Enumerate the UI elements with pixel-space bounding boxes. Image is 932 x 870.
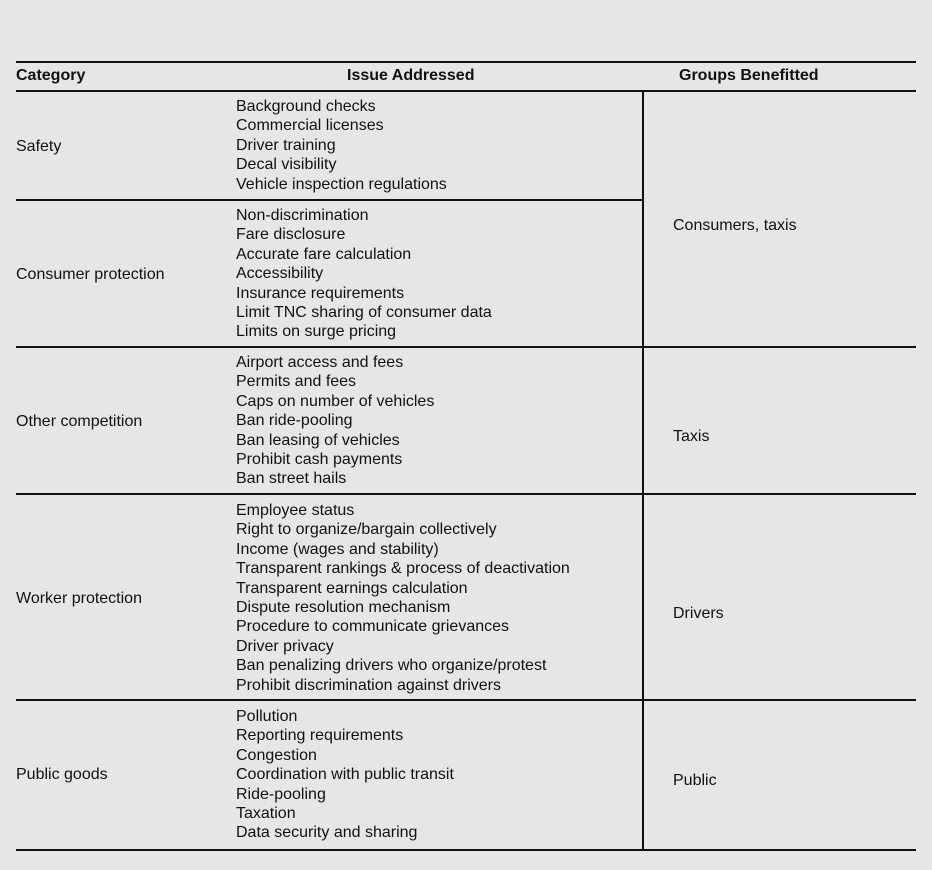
header-groups-benefitted: Groups Benefitted bbox=[679, 67, 819, 84]
list-item: Right to organize/bargain collectively bbox=[236, 521, 497, 539]
list-item: Income (wages and stability) bbox=[236, 540, 439, 558]
category-consumer-protection: Consumer protection bbox=[16, 266, 165, 283]
list-item: Ban street hails bbox=[236, 470, 347, 488]
list-item: Prohibit discrimination against drivers bbox=[236, 676, 501, 694]
list-item: Insurance requirements bbox=[236, 284, 405, 302]
list-item: Background checks bbox=[236, 98, 376, 115]
groups-column-divider bbox=[642, 91, 644, 850]
list-item: Transparent rankings & process of deactivation bbox=[236, 560, 570, 578]
list-item: Ban penalizing drivers who organize/protest bbox=[236, 657, 547, 675]
list-item: Limits on surge pricing bbox=[236, 323, 397, 341]
group-public: Public bbox=[673, 772, 717, 789]
list-item: Transparent earnings calculation bbox=[236, 579, 468, 597]
list-item: Airport access and fees bbox=[236, 354, 404, 371]
group-consumers-taxis: Consumers, taxis bbox=[673, 217, 797, 234]
table-bottom-rule bbox=[16, 849, 916, 851]
table-top-rule bbox=[16, 61, 916, 63]
list-item: Driver training bbox=[236, 136, 336, 154]
list-item: Procedure to communicate grievances bbox=[236, 618, 510, 636]
issues-worker-protection bbox=[236, 501, 570, 695]
category-public-goods: Public goods bbox=[16, 766, 108, 783]
category-safety: Safety bbox=[16, 138, 62, 155]
issues-consumer-protection bbox=[236, 206, 492, 342]
list-item: Limit TNC sharing of consumer data bbox=[236, 303, 492, 321]
list-item: Driver privacy bbox=[236, 637, 334, 655]
list-item: Accessibility bbox=[236, 265, 324, 283]
list-item: Employee status bbox=[236, 502, 355, 519]
list-item: Ban ride-pooling bbox=[236, 412, 353, 430]
consumer-bottom-rule bbox=[16, 346, 916, 348]
list-item: Coordination with public transit bbox=[236, 766, 454, 784]
list-item: Reporting requirements bbox=[236, 727, 404, 745]
safety-bottom-rule bbox=[16, 199, 643, 201]
list-item: Decal visibility bbox=[236, 156, 337, 174]
header-category: Category bbox=[16, 67, 86, 84]
list-item: Ban leasing of vehicles bbox=[236, 431, 400, 449]
list-item: Commercial licenses bbox=[236, 117, 384, 135]
header-issue-addressed: Issue Addressed bbox=[347, 67, 475, 84]
category-worker-protection: Worker protection bbox=[16, 590, 142, 607]
list-item: Dispute resolution mechanism bbox=[236, 598, 451, 616]
list-item: Non-discrimination bbox=[236, 207, 369, 224]
list-item: Data security and sharing bbox=[236, 824, 418, 842]
group-taxis: Taxis bbox=[673, 428, 710, 445]
issues-safety bbox=[236, 97, 447, 194]
group-drivers: Drivers bbox=[673, 605, 724, 622]
list-item: Caps on number of vehicles bbox=[236, 392, 435, 410]
list-item: Pollution bbox=[236, 708, 298, 725]
list-item: Ride-pooling bbox=[236, 785, 326, 803]
list-item: Congestion bbox=[236, 746, 317, 764]
list-item: Taxation bbox=[236, 804, 296, 822]
issues-other-competition bbox=[236, 353, 434, 489]
header-bottom-rule bbox=[16, 90, 916, 92]
list-item: Fare disclosure bbox=[236, 226, 346, 244]
worker-bottom-rule bbox=[16, 699, 916, 701]
list-item: Prohibit cash payments bbox=[236, 450, 403, 468]
category-other-competition: Other competition bbox=[16, 413, 143, 430]
list-item: Accurate fare calculation bbox=[236, 245, 412, 263]
competition-bottom-rule bbox=[16, 493, 916, 495]
issues-public-goods bbox=[236, 707, 454, 843]
list-item: Vehicle inspection regulations bbox=[236, 175, 447, 193]
list-item: Permits and fees bbox=[236, 373, 357, 391]
